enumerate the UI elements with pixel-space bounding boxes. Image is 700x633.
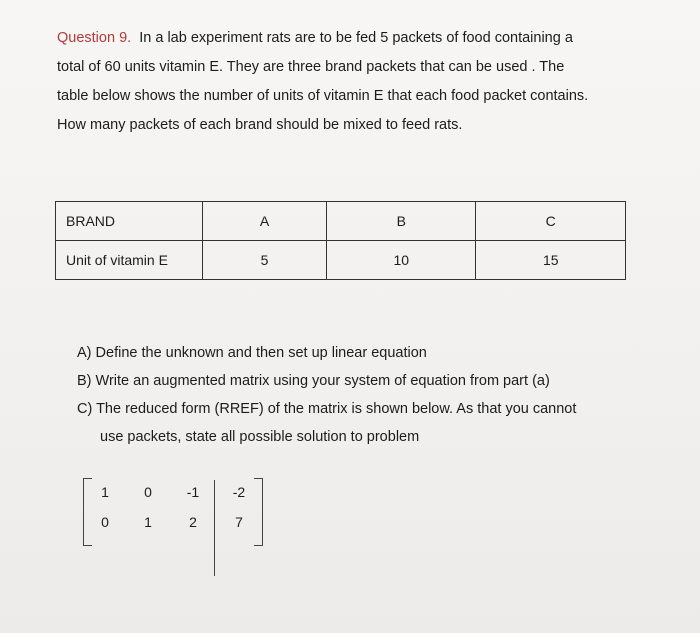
vitamin-table — [55, 201, 626, 280]
rref-matrix — [83, 478, 263, 548]
question-label: Question 9. — [57, 30, 132, 46]
matrix-cell: 1 — [144, 514, 152, 530]
matrix-cell: -2 — [232, 484, 246, 500]
question-line-4: How many packets of each brand should be mixed to feed rats. — [57, 117, 463, 133]
table-header-cell: BRAND — [56, 202, 203, 241]
matrix-cell: 0 — [101, 514, 109, 530]
table-cell: 15 — [476, 241, 626, 280]
matrix-cell: 1 — [101, 484, 109, 500]
question-line-1-text: In a lab experiment rats are to be fed 5 packets of food containing a — [139, 30, 573, 46]
matrix-right-bracket — [254, 478, 263, 546]
table-cell: 10 — [327, 241, 476, 280]
question-line-1 — [57, 24, 677, 53]
table-row — [56, 241, 626, 280]
table-header-row — [56, 202, 626, 241]
part-c-continued: use packets, state all possible solution to problem — [100, 429, 420, 445]
table-cell: 5 — [203, 241, 327, 280]
matrix-cell: 7 — [235, 514, 243, 530]
matrix-cell: 2 — [189, 514, 197, 530]
part-c: C) The reduced form (RREF) of the matrix is shown below. As that you cannot — [77, 401, 577, 417]
question-parts — [77, 339, 677, 451]
part-a: A) Define the unknown and then set up linear equation — [77, 345, 427, 361]
table-header-cell: B — [327, 202, 476, 241]
table-header-cell: A — [203, 202, 327, 241]
matrix-left-bracket — [83, 478, 92, 546]
matrix-cell: -1 — [186, 484, 200, 500]
matrix-cell: 0 — [144, 484, 152, 500]
question-line-3: table below shows the number of units of vitamin E that each food packet contains. — [57, 88, 589, 104]
table-header-cell: C — [476, 202, 626, 241]
table-cell: Unit of vitamin E — [56, 241, 203, 280]
question-text — [57, 24, 677, 140]
augmented-divider — [214, 480, 215, 576]
part-b: B) Write an augmented matrix using your system of equation from part (a) — [77, 373, 550, 389]
question-line-2: total of 60 units vitamin E. They are three brand packets that can be used . The — [57, 59, 565, 75]
